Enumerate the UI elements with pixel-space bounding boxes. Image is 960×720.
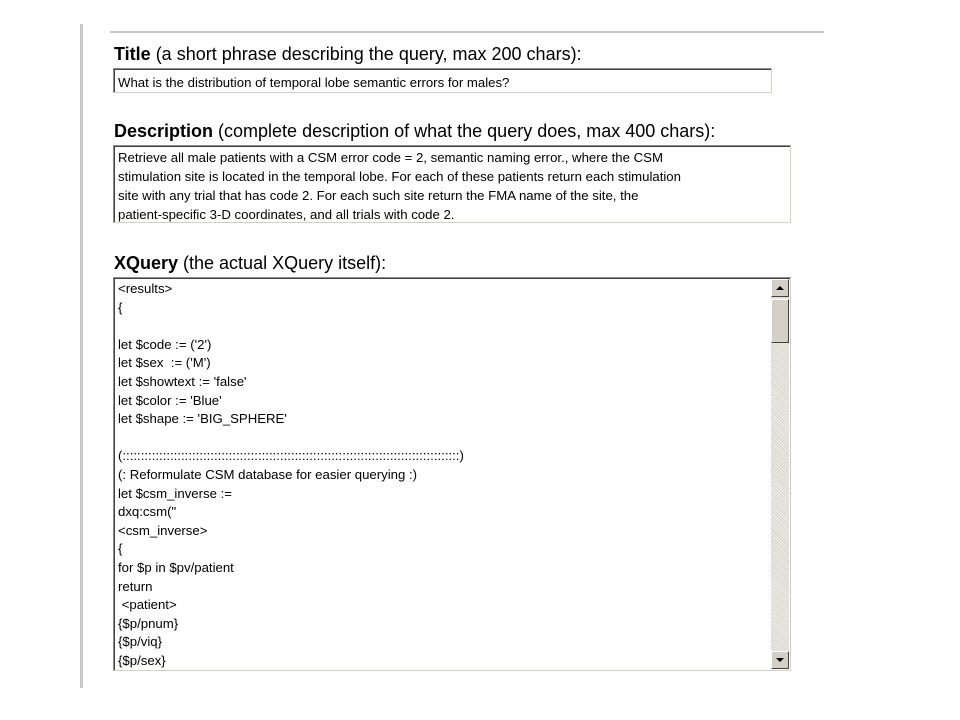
scroll-up-button[interactable] xyxy=(771,279,789,297)
title-hint: (a short phrase describing the query, max 200 chars): xyxy=(150,44,582,64)
description-line: stimulation site is located in the temporal lobe. For each of these patients return each stimulation xyxy=(118,169,681,184)
description-line: patient-specific 3-D coordinates, and all trials with code 2. xyxy=(118,207,455,222)
description-line: site with any trial that has code 2. For each such site return the FMA name of the site, the xyxy=(118,188,639,203)
xquery-line: (: Reformulate CSM database for easier querying :) xyxy=(118,466,418,482)
xquery-line: {$p/pnum} xyxy=(118,615,179,631)
left-divider xyxy=(80,24,83,688)
xquery-text[interactable] xyxy=(118,280,768,670)
top-divider xyxy=(110,31,824,33)
description-label: Description xyxy=(114,121,214,141)
xquery-line: dxq:csm(" xyxy=(118,504,177,520)
xquery-line: for $p in $pv/patient xyxy=(118,559,234,575)
xquery-textarea[interactable] xyxy=(113,277,791,671)
arrow-up-icon xyxy=(776,286,784,290)
xquery-section-label xyxy=(114,253,386,274)
xquery-line xyxy=(118,317,768,336)
xquery-line: let $color := 'Blue' xyxy=(118,392,222,408)
title-section-label xyxy=(114,44,582,65)
xquery-line: <results> xyxy=(118,281,173,296)
scroll-down-button[interactable] xyxy=(771,651,789,669)
xquery-line: { xyxy=(118,541,123,557)
xquery-line: let $csm_inverse := xyxy=(118,485,232,501)
xquery-line: let $showtext := 'false' xyxy=(118,373,247,389)
xquery-line: return xyxy=(118,578,153,594)
xquery-hint: (the actual XQuery itself): xyxy=(178,253,387,273)
title-input[interactable]: What is the distribution of temporal lobe semantic errors for males? xyxy=(113,68,772,93)
description-textarea[interactable] xyxy=(113,145,791,223)
description-hint: (complete description of what the query does, max 400 chars): xyxy=(213,121,716,141)
xquery-line: let $shape := 'BIG_SPHERE' xyxy=(118,411,287,427)
xquery-line: (::::::::::::::::::::::::::::::::::::::::::::::::::::::::::::::::::::::::::::::::::::::::::::) xyxy=(118,448,464,464)
xquery-line: {$p/viq} xyxy=(118,634,162,650)
xquery-line: let $code := ('2') xyxy=(118,336,212,352)
description-section-label xyxy=(114,121,715,142)
xquery-line: { xyxy=(118,299,123,315)
title-label: Title xyxy=(114,44,151,64)
xquery-line: {$p/sex} xyxy=(118,652,166,668)
xquery-line: <csm_inverse> xyxy=(118,522,208,538)
xquery-line: let $sex := ('M') xyxy=(118,355,211,371)
xquery-label: XQuery xyxy=(114,253,179,273)
description-line: Retrieve all male patients with a CSM error code = 2, semantic naming error., where the CSM xyxy=(118,150,663,165)
xquery-line xyxy=(118,429,768,448)
xquery-scrollbar[interactable] xyxy=(771,279,789,669)
arrow-down-icon xyxy=(776,658,784,662)
scroll-thumb[interactable] xyxy=(771,299,789,343)
xquery-line: <patient> xyxy=(118,597,177,613)
